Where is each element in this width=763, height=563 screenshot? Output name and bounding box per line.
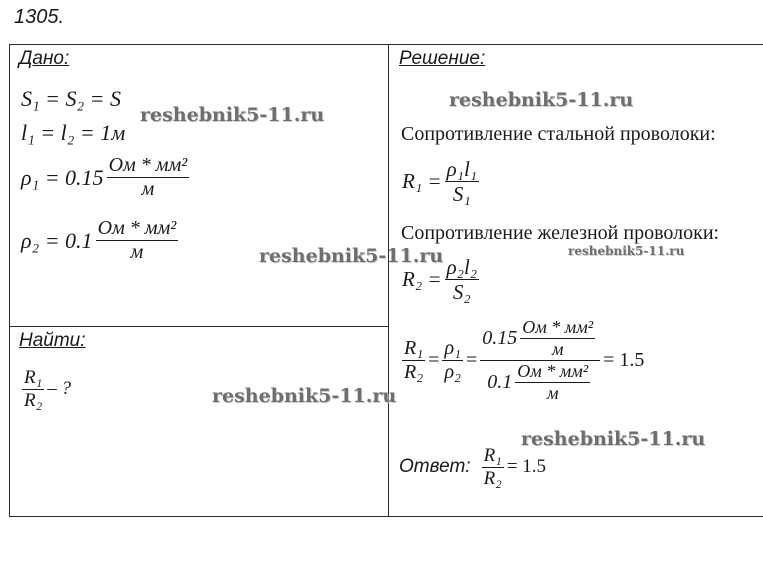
r2-den: S₂: [452, 280, 471, 305]
find-question: – ?: [47, 378, 71, 400]
given-rho2-unit-den: м: [130, 241, 144, 263]
given-rho1-unit-num: Ом * мм²: [108, 154, 188, 176]
table-top-border: [9, 44, 763, 45]
problem-number: 1305.: [14, 6, 65, 28]
given-rho1-unit-den: м: [141, 178, 155, 200]
answer-fraction: [482, 446, 504, 489]
solution-heading: Решение:: [399, 48, 486, 69]
ratio-big-num: [480, 318, 600, 361]
find-ratio-num: R₁: [24, 367, 43, 388]
ratio-calculation: [399, 318, 644, 403]
r2-fraction: [445, 256, 480, 303]
watermark: reshebnik5-11.ru: [140, 104, 325, 126]
ratio-r-fraction: [402, 338, 425, 383]
table-bottom-border: [9, 516, 763, 517]
ratio-big-num-coef: 0.15: [482, 326, 518, 349]
ratio-big-den-coef: 0.1: [487, 370, 513, 393]
ratio-big-den-unit-num: Ом * мм²: [517, 360, 589, 381]
r1-num: ρ₁l₁: [446, 157, 478, 181]
given-rho1-unit-fraction: [107, 155, 190, 200]
given-rho2-unit-num: Ом * мм²: [97, 217, 177, 239]
ratio-eq-2: =: [466, 348, 478, 371]
answer-num: R₁: [483, 445, 502, 466]
ratio-big-num-unit-den: м: [551, 338, 564, 359]
ratio-big-fraction: [480, 318, 600, 403]
given-length-lhs: l₁ = l₂ = 1: [21, 120, 112, 145]
given-length-equality: [21, 120, 125, 146]
ratio-big-den-unit-den: м: [546, 382, 559, 403]
r1-lhs: R₁ =: [402, 169, 442, 194]
watermark: reshebnik5-11.ru: [259, 245, 444, 267]
ratio-eq-1: =: [428, 348, 440, 371]
steel-wire-caption: Сопротивление стальной проволоки:: [401, 123, 716, 145]
find-ratio-fraction: [22, 368, 44, 411]
ratio-big-num-unit: [520, 318, 595, 359]
given-area-equality: S₁ = S₂ = S: [21, 86, 121, 111]
r1-formula: [402, 158, 482, 205]
watermark: reshebnik5-11.ru: [212, 385, 397, 407]
answer-value: = 1.5: [506, 456, 547, 478]
answer-label: Ответ:: [399, 456, 471, 478]
ratio-r-den: R₂: [404, 360, 424, 383]
ratio-big-den-unit: [515, 362, 590, 403]
given-rho2-lhs: ρ₂ = 0.1: [21, 227, 93, 253]
given-length-unit: м: [111, 120, 126, 145]
given-rho2-unit-fraction: [96, 218, 179, 263]
ratio-rho-num: ρ₁: [444, 336, 462, 359]
r1-den: S₁: [452, 182, 471, 207]
table-left-border: [9, 44, 10, 517]
r2-lhs: R₂ =: [402, 267, 442, 292]
find-ratio: [19, 368, 71, 411]
given-find-divider: [9, 326, 389, 327]
ratio-rho-den: ρ₂: [444, 360, 462, 383]
given-rho1: [21, 155, 192, 200]
watermark: reshebnik5-11.ru: [449, 89, 634, 111]
watermark: reshebnik5-11.ru: [521, 428, 706, 450]
ratio-r-num: R₁: [404, 336, 424, 359]
table-middle-divider: [388, 44, 389, 517]
answer-den: R₂: [483, 467, 502, 489]
r2-num: ρ₂l₂: [446, 255, 478, 279]
find-ratio-den: R₂: [24, 389, 43, 411]
given-heading: Дано:: [19, 48, 70, 69]
ratio-big-num-unit-num: Ом * мм²: [522, 317, 594, 337]
ratio-rho-fraction: [442, 338, 463, 383]
find-heading: Найти:: [19, 330, 86, 351]
ratio-big-den: [485, 361, 595, 403]
answer-row: [399, 446, 546, 489]
watermark: reshebnik5-11.ru: [568, 244, 685, 258]
r1-fraction: [445, 158, 480, 205]
ratio-result: = 1.5: [603, 348, 645, 371]
given-rho2: [21, 218, 181, 263]
iron-wire-caption: Сопротивление железной проволоки:: [401, 222, 720, 244]
given-rho1-lhs: ρ₁ = 0.15: [21, 164, 104, 190]
